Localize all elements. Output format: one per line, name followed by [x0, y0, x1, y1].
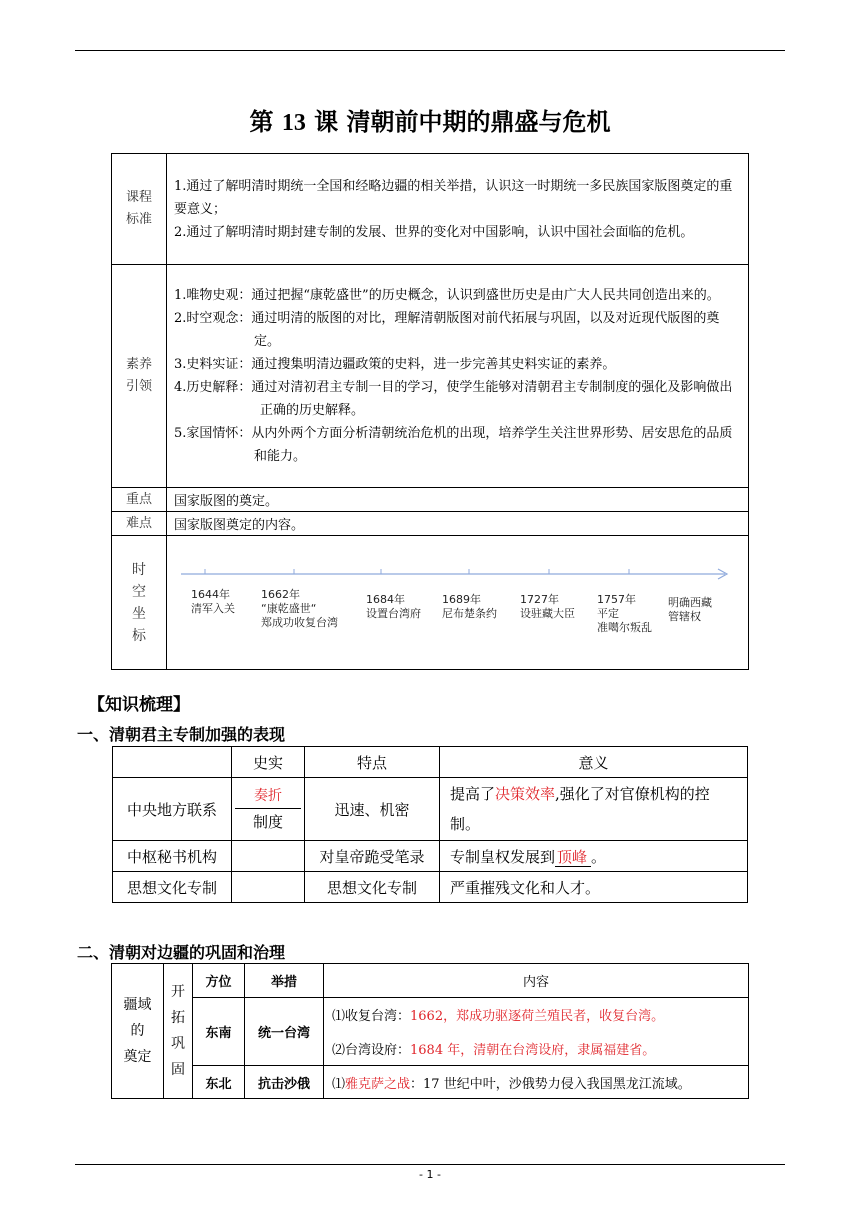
direction: 东南: [193, 998, 245, 1066]
col-header-direction: 方位: [193, 964, 245, 998]
autocracy-table: [112, 746, 748, 903]
timeline: [167, 536, 748, 669]
subgroup-label: 开 拓 巩 固: [164, 964, 193, 1099]
lesson-info-table: [111, 153, 749, 670]
literacy-item: 5.家国情怀：从内外两个方面分析清朝统治危机的出现，培养学生关注世界形势、居安思危的品质和能力。: [174, 426, 733, 464]
page-title: [0, 102, 860, 137]
literacy-item: 1.唯物史观：通过把握“康乾盛世”的历史概念，认识到盛世历史是由广大人民共同创造出来的。: [174, 288, 720, 303]
fact-answer: 奏折: [254, 787, 282, 804]
timeline-event-1662: 1662年 “康乾盛世“ 郑成功收复台湾: [261, 588, 338, 629]
section1-heading: 一、清朝君主专制加强的表现: [77, 725, 286, 744]
timeline-event-1644: 1644年 清军入关: [191, 588, 235, 615]
row-feature: 迅速、机密: [305, 778, 440, 841]
section2-heading: 二、清朝对边疆的巩固和治理: [77, 943, 286, 962]
col-header-measure: 举措: [245, 964, 324, 998]
key-point-text: 国家版图的奠定。: [167, 488, 749, 512]
literacy-header: 素养 引领: [112, 265, 167, 488]
literacy-item: 2.时空观念：通过明清的版图的对比，理解清朝版图对前代拓展与巩固，以及对近现代版图的奠定。: [174, 311, 720, 349]
content-line: ⑴雅克萨之战：17 世纪中叶，沙俄势力侵入我国黑龙江流域。: [324, 1066, 749, 1099]
col-header-feature: 特点: [305, 747, 440, 778]
standard-item: 1.通过了解明清时期统一全国和经略边疆的相关举措，认识这一时期统一多民族国家版图奠定的重要意义；: [174, 178, 733, 217]
difficulty-text: 国家版图奠定的内容。: [167, 512, 749, 536]
title-prefix: 第: [249, 107, 274, 136]
timeline-header: 时 空 坐 标: [112, 536, 167, 670]
row-name: 思想文化专制: [113, 872, 232, 903]
standard-header: 课程 标准: [112, 154, 167, 265]
timeline-event-1727: 1727年 设驻藏大臣: [520, 593, 575, 620]
timeline-axis: [167, 554, 749, 594]
group-label: 疆域 的 奠定: [112, 964, 164, 1099]
literacy-item: 3.史料实证：通过搜集明清边疆政策的史料，进一步完善其史料实证的素养。: [174, 357, 616, 372]
measure: 统一台湾: [245, 998, 324, 1066]
row-feature: 对皇帝跪受笔录: [305, 841, 440, 872]
timeline-event-1689: 1689年 尼布楚条约: [442, 593, 497, 620]
page-number: - 1 -: [419, 1168, 441, 1181]
row-name: 中枢秘书机构: [113, 841, 232, 872]
row-name: 中央地方联系: [113, 778, 232, 841]
row-meaning: 严重摧残文化和人才。: [440, 872, 748, 903]
title-number: 13: [281, 110, 306, 136]
timeline-cell: [167, 536, 749, 670]
col-header-meaning: 意义: [440, 747, 748, 778]
frontier-table: [111, 963, 749, 1099]
knowledge-heading: 【知识梳理】: [88, 695, 190, 715]
row-meaning: 专制皇权发展到 顶峰 。: [440, 841, 748, 872]
col-header-empty: [113, 747, 232, 778]
standard-content: [167, 154, 749, 265]
difficulty-header: 难点: [112, 512, 167, 536]
col-header-content: 内容: [324, 964, 749, 998]
key-point-header: 重点: [112, 488, 167, 512]
bottom-rule: [75, 1164, 785, 1165]
literacy-content: [167, 265, 749, 488]
measure: 抗击沙俄: [245, 1066, 324, 1099]
top-rule: [75, 50, 785, 51]
row-feature: 思想文化专制: [305, 872, 440, 903]
direction: 东北: [193, 1066, 245, 1099]
col-header-fact: 史实: [232, 747, 305, 778]
literacy-item: 4.历史解释：通过对清初君主专制一目的学习，使学生能够对清朝君主专制制度的强化及影响做出正确的历史解释。: [174, 380, 733, 418]
row-fact: [232, 872, 305, 903]
content-line: ⑴收复台湾：1662，郑成功驱逐荷兰殖民者，收复台湾。: [324, 998, 749, 1032]
timeline-event-tibet: 明确西藏 管辖权: [668, 596, 712, 623]
content-line: ⑵台湾设府：1684 年，清朝在台湾设府，隶属福建省。: [324, 1032, 749, 1066]
timeline-event-1757: 1757年 平定 准噶尔叛乱: [597, 593, 652, 634]
title-rest: 课 清朝前中期的鼎盛与危机: [314, 107, 611, 136]
row-fact: [232, 841, 305, 872]
timeline-event-1684: 1684年 设置台湾府: [366, 593, 421, 620]
row-meaning: 提高了决策效率,强化了对官僚机构的控制。: [440, 778, 748, 841]
standard-item: 2.通过了解明清时期封建专制的发展、世界的变化对中国影响，认识中国社会面临的危机。: [174, 224, 694, 240]
row-fact: [232, 778, 305, 841]
fact-bottom: 制度: [235, 808, 301, 835]
